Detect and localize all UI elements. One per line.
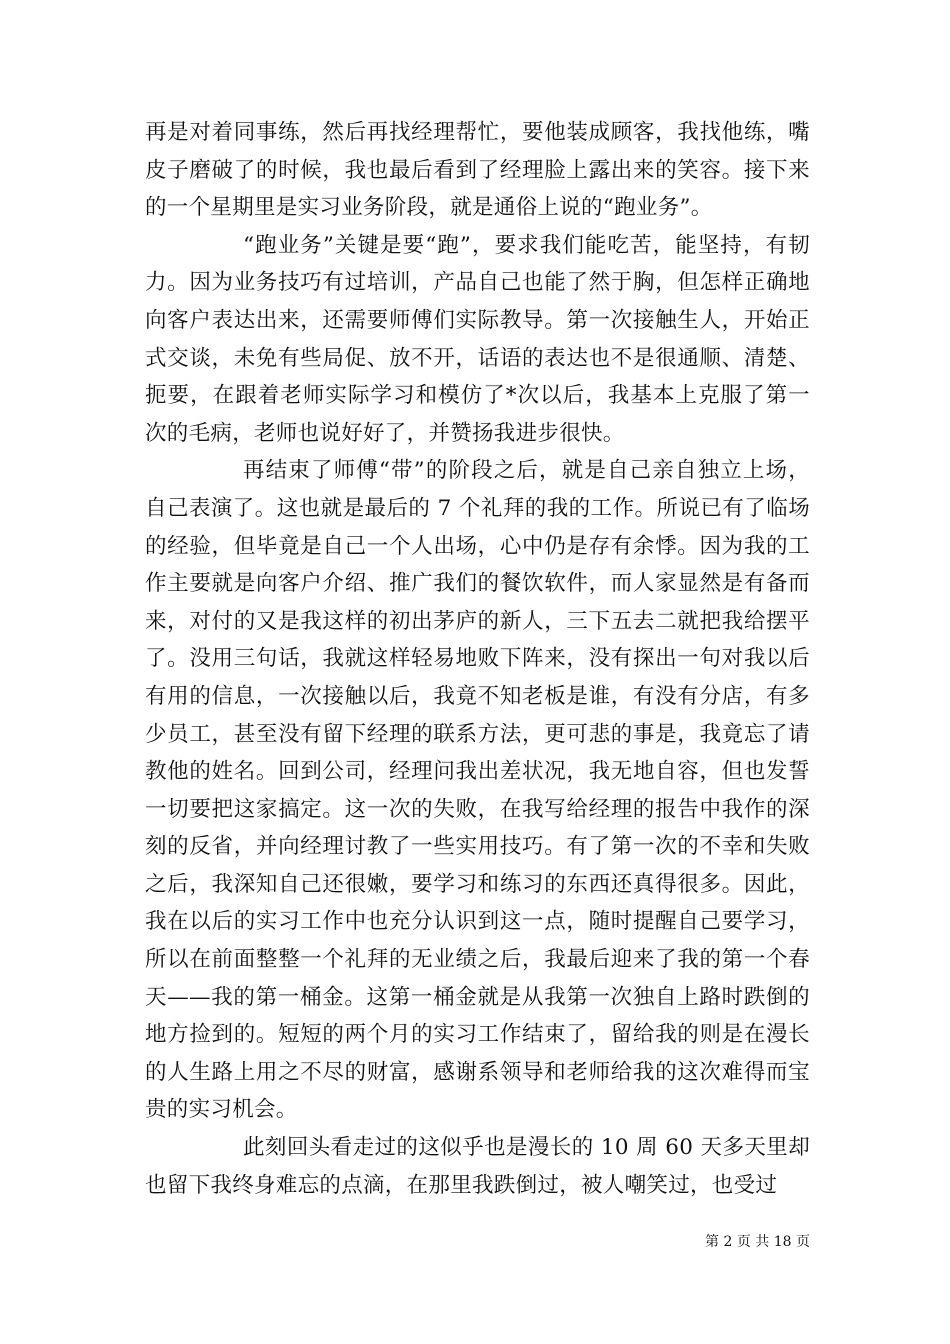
paragraph-1: 再是对着同事练，然后再找经理帮忙，要他装成顾客，我找他练，嘴皮子磨破了的时候，我也最后看到了经理脸上露出来的笑容。接下来的一个星期里是实习业务阶段，就是通俗上说的“跑业务”。 bbox=[145, 120, 810, 221]
paragraph-3: 再结束了师傅“带”的阶段之后，就是自己亲自独立上场，自己表演了。这也就是最后的 7 个礼拜的我的工作。所说已有了临场的经验，但毕竟是自己一个人出场，心中仍是存有余悸。因为我的工作主要就是向客户介绍、推广我们的餐饮软件，而人家显然是有备而来，对付的又是我这样的初出茅庐的新人，三下五去二就把我给摆平了。没用三句话，我就这样轻易地败下阵来，没有探出一句对我以后有用的信息，一次接触以后，我竟不知老板是谁，有没有分店，有多少员工，甚至没有留下经理的联系方法，更可悲的事是，我竟忘了请教他的姓名。回到公司，经理问我出差状况，我无地自容，但也发誓一切要把这家搞定。这一次的失败，在我写给经理的报告中我作的深刻的反省，并向经理讨教了一些实用技巧。有了第一次的不幸和失败之后，我深知自己还很嫩，要学习和练习的东西还真得很多。因此，我在以后的实习工作中也充分认识到这一点，随时提醒自己要学习，所以在前面整整一个礼拜的无业绩之后，我最后迎来了我的第一个春天——我的第一桶金。这第一桶金就是从我第一次独自上路时跌倒的地方捡到的。短短的两个月的实习工作结束了，留给我的则是在漫长的人生路上用之不尽的财富，感谢系领导和老师给我的这次难得而宝贵的实习机会。 bbox=[145, 458, 810, 1123]
paragraph-2: “跑业务”关键是要“跑”，要求我们能吃苦，能坚持，有韧力。因为业务技巧有过培训，产品自己也能了然于胸，但怎样正确地向客户表达出来，还需要师傅们实际教导。第一次接触生人，开始正式交谈，未免有些局促、放不开，话语的表达也不是很通顺、清楚、扼要，在跟着老师实际学习和模仿了*次以后，我基本上克服了第一次的毛病，老师也说好好了，并赞扬我进步很快。 bbox=[145, 232, 810, 446]
document-body bbox=[145, 114, 810, 1204]
page-number-footer: 第 2 页 共 18 页 bbox=[705, 1234, 810, 1250]
paragraph-4: 此刻回头看走过的这似乎也是漫长的 10 周 60 天多天里却也留下我终身难忘的点滴，在那里我跌倒过，被人嘲笑过，也受过 bbox=[145, 1135, 810, 1198]
